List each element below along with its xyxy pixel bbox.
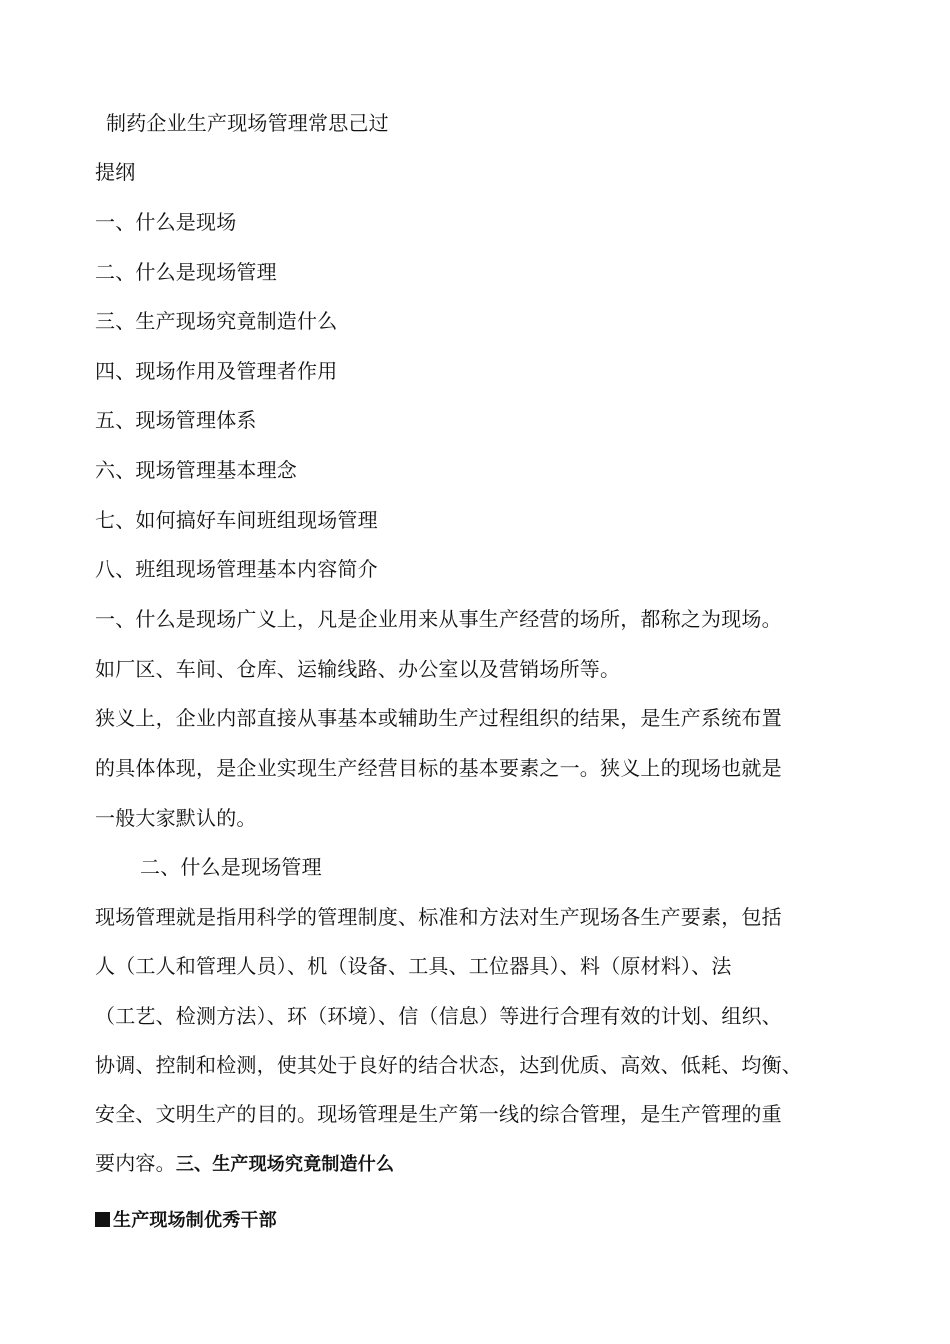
section2-text: 协调、控制和检测，使其处于良好的结合状态，达到优质、高效、低耗、均衡、 [95, 1053, 802, 1077]
outline-heading: 提纲 [95, 160, 136, 184]
outline-item: 二、什么是现场管理 [95, 260, 277, 284]
outline-item: 五、现场管理体系 [95, 408, 257, 432]
section2-text: 安全、文明生产的目的。现场管理是生产第一线的综合管理，是生产管理的重 [95, 1102, 782, 1126]
section3-heading: 三、生产现场究竟制造什么 [175, 1154, 395, 1175]
section2-text-last [95, 1151, 394, 1177]
section2-text: 现场管理就是指用科学的管理制度、标准和方法对生产现场各生产要素，包括 [95, 905, 782, 929]
outline-item: 三、生产现场究竟制造什么 [95, 309, 338, 333]
section1-text: 的具体体现，是企业实现生产经营目标的基本要素之一。狭义上的现场也就是 [95, 756, 782, 780]
outline-item: 一、什么是现场 [95, 210, 237, 234]
section2-text: 人（工人和管理人员）、机（设备、工具、工位器具）、料（原材料）、法 [95, 954, 732, 978]
section1-text: 如厂区、车间、仓库、运输线路、办公室以及营销场所等。 [95, 657, 621, 681]
outline-item: 八、班组现场管理基本内容简介 [95, 557, 378, 581]
square-bullet-icon [95, 1212, 110, 1227]
outline-item: 六、现场管理基本理念 [95, 458, 297, 482]
section3-bullet-text: 生产现场制优秀干部 [113, 1210, 277, 1231]
outline-item: 四、现场作用及管理者作用 [95, 359, 338, 383]
document-title: 制药企业生产现场管理常思己过 [106, 111, 389, 135]
section2-heading: 二、什么是现场管理 [140, 855, 322, 879]
section1-text: 狭义上，企业内部直接从事基本或辅助生产过程组织的结果，是生产系统布置 [95, 706, 782, 730]
section2-text-end: 要内容。 [95, 1151, 176, 1175]
section3-bullet [95, 1209, 277, 1233]
section2-text: （工艺、检测方法）、环（环境）、信（信息）等进行合理有效的计划、组织、 [95, 1004, 782, 1028]
section1-text: 一、什么是现场广义上，凡是企业用来从事生产经营的场所，都称之为现场。 [95, 607, 782, 631]
outline-item: 七、如何搞好车间班组现场管理 [95, 508, 378, 532]
section1-text: 一般大家默认的。 [95, 806, 257, 830]
